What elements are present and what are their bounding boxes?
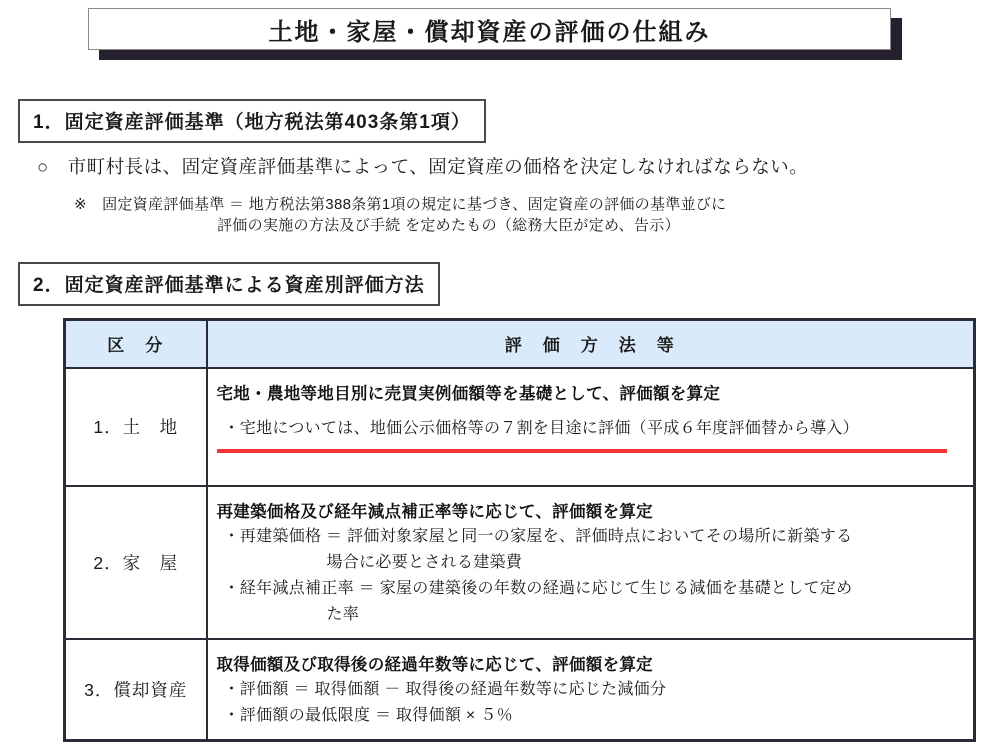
row-land-detail-highlighted: ・宅地については、地価公示価格等の７割を目途に評価（平成６年度評価替から導入） [217,416,948,453]
table-header-row [65,320,975,368]
section1-note-line2: 評価の実施の方法及び手続 を定めたもの（総務大臣が定め、告示） [217,217,680,234]
document-title-box [88,8,891,50]
row-house-detail-1-cont: 場合に必要とされる建築費 [326,553,523,571]
row-house-heading: 再建築価格及び経年減点補正率等に応じて、評価額を算定 [216,502,653,521]
row-depreciable-detail-1: ・評価額 ＝ 取得価額 － 取得後の経過年数等に応じた減価分 [223,680,667,698]
table-row-house [65,486,975,639]
evaluation-method-table [63,318,976,742]
section1-statement: ○ 市町村長は、固定資産評価基準によって、固定資産の価格を決定しなければならない。 [37,156,809,177]
section1-heading: 1．固定資産評価基準（地方税法第403条第1項） [33,112,471,133]
row-house-detail-2: ・経年減点補正率 ＝ 家屋の建築後の年数の経過に応じて生じる減価を基礎として定め [223,579,853,597]
row-land-category: 1．土 地 [65,368,207,486]
row-house-category: 2．家 屋 [65,486,207,639]
row-depreciable-detail-2: ・評価額の最低限度 ＝ 取得価額 × ５％ [223,706,513,724]
section2-heading: 2．固定資産評価基準による資産別評価方法 [33,275,425,296]
table-row-depreciable-assets [65,639,975,741]
row-land-heading: 宅地・農地等地目別に売買実例価額等を基礎として、評価額を算定 [216,384,721,403]
row-depreciable-method-cell [207,639,975,741]
table-row-land [65,368,975,486]
row-depreciable-heading: 取得価額及び取得後の経過年数等に応じて、評価額を算定 [216,655,653,674]
row-house-method-cell [207,486,975,639]
section1-note-line1: ※ 固定資産評価基準 ＝ 地方税法第388条第1項の規定に基づき、固定資産の評価の基準並びに [74,196,727,213]
column-header-method: 評 価 方 法 等 [207,320,975,368]
row-house-detail-2-cont: た率 [326,605,360,623]
row-depreciable-category: 3．償却資産 [65,639,207,741]
column-header-category: 区 分 [65,320,207,368]
row-land-method-cell [207,368,975,486]
row-house-detail-1: ・再建築価格 ＝ 評価対象家屋と同一の家屋を、評価時点においてその場所に新築する [223,527,853,545]
section1-heading-box [18,99,486,143]
section2-heading-box [18,262,440,306]
document-title: 土地・家屋・償却資産の評価の仕組み [268,18,711,46]
